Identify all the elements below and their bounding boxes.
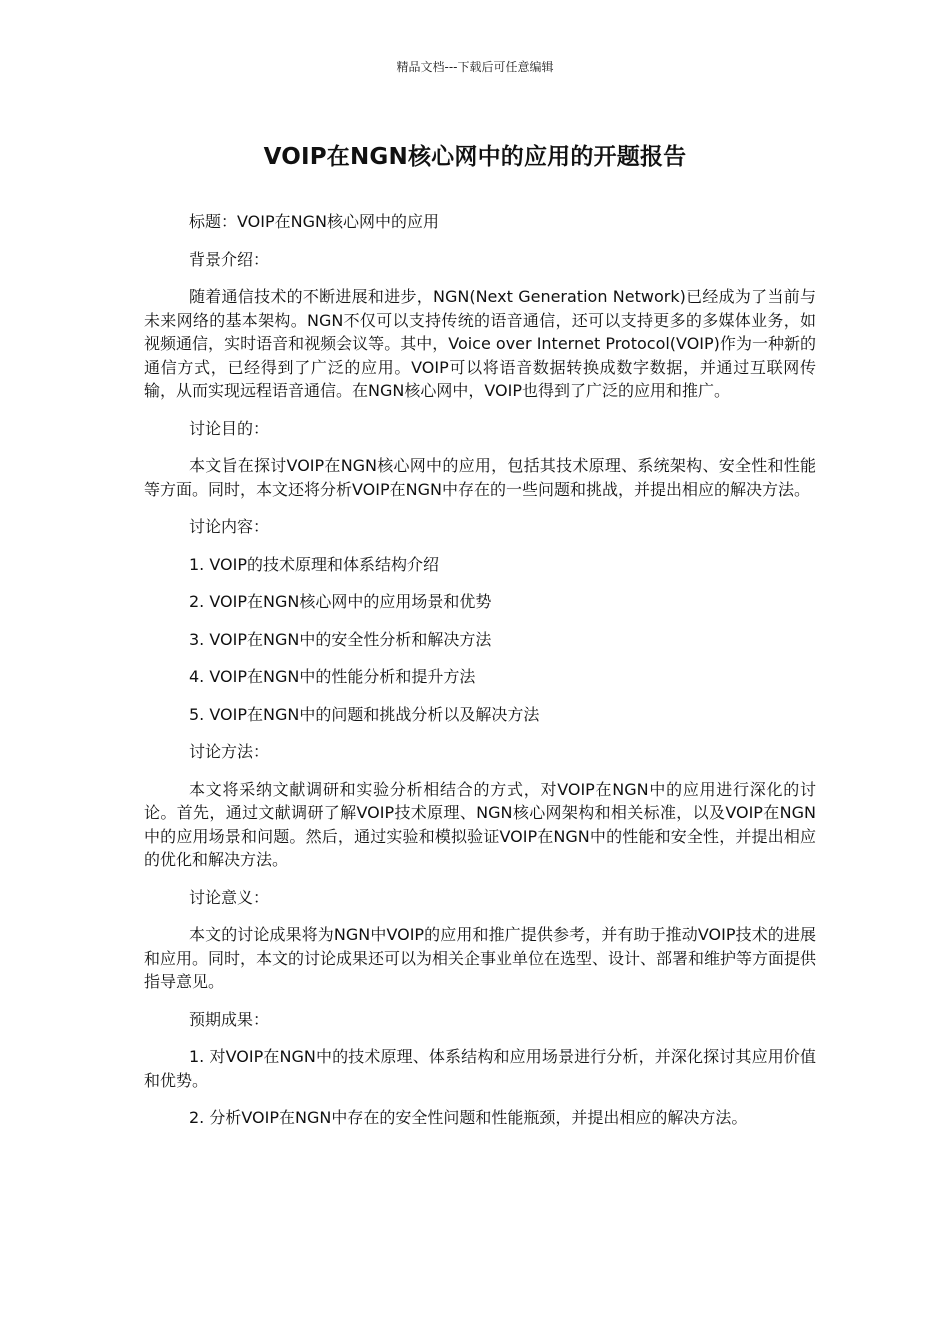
heading-purpose: 讨论目的： <box>189 418 270 438</box>
heading-expected-results: 预期成果： <box>189 1009 270 1029</box>
paragraph-subject: 标题：VOIP在NGN核心网中的应用 <box>189 212 439 231</box>
heading-background: 背景介绍： <box>189 249 270 269</box>
list-item-content-4: 4. VOIP在NGN中的性能分析和提升方法 <box>189 667 476 686</box>
list-item-result-2: 2. 分析VOIP在NGN中存在的安全性问题和性能瓶颈，并提出相应的解决方法。 <box>189 1108 748 1127</box>
heading-method: 讨论方法： <box>189 742 270 761</box>
page-header: 精品文档---下载后可任意编辑 <box>396 60 554 74</box>
document-body <box>144 210 816 1144</box>
list-item-content-5: 5. VOIP在NGN中的问题和挑战分析以及解决方法 <box>189 704 540 724</box>
list-item-result-1: 1. 对VOIP在NGN中的技术原理、体系结构和应用场景进行分析，并深化探讨其应用价值和优势。 <box>144 1047 816 1090</box>
list-item-content-1: 1. VOIP的技术原理和体系结构介绍 <box>189 554 439 574</box>
paragraph-method: 本文将采纳文献调研和实验分析相结合的方式，对VOIP在NGN中的应用进行深化的讨论。首先，通过文献调研了解VOIP技术原理、NGN核心网架构和相关标准，以及VOIP在NGN中的应用场景和问题。然后，通过实验和模拟验证VOIP在NGN中的性能和安全性，并提出相应的优化和解决方法。 <box>144 779 816 869</box>
heading-significance: 讨论意义： <box>189 887 270 907</box>
paragraph-background: 随着通信技术的不断进展和进步，NGN(Next Generation Network)已经成为了当前与未来网络的基本架构。NGN不仅可以支持传统的语音通信，还可以支持更多的多媒体业务，如视频通信，实时语音和视频会议等。其中，Voice over Internet Protocol(VOIP)作为一种新的通信方式，已经得到了广泛的应用。VOIP可以将语音数据转换成数字数据，并通过互联网传输，从而实现远程语音通信。在NGN核心网中，VOIP也得到了广泛的应用和推广。 <box>144 287 816 400</box>
heading-content: 讨论内容： <box>189 517 270 536</box>
list-item-content-2: 2. VOIP在NGN核心网中的应用场景和优势 <box>189 592 492 611</box>
paragraph-purpose: 本文旨在探讨VOIP在NGN核心网中的应用，包括其技术原理、系统架构、安全性和性能等方面。同时，本文还将分析VOIP在NGN中存在的一些问题和挑战，并提出相应的解决方法。 <box>144 456 816 499</box>
list-item-content-3: 3. VOIP在NGN中的安全性分析和解决方法 <box>189 629 492 649</box>
paragraph-significance: 本文的讨论成果将为NGN中VOIP的应用和推广提供参考，并有助于推动VOIP技术的进展和应用。同时，本文的讨论成果还可以为相关企事业单位在选型、设计、部署和维护等方面提供指导意见。 <box>144 925 817 991</box>
document-title: VOIP在NGN核心网中的应用的开题报告 <box>263 144 687 170</box>
